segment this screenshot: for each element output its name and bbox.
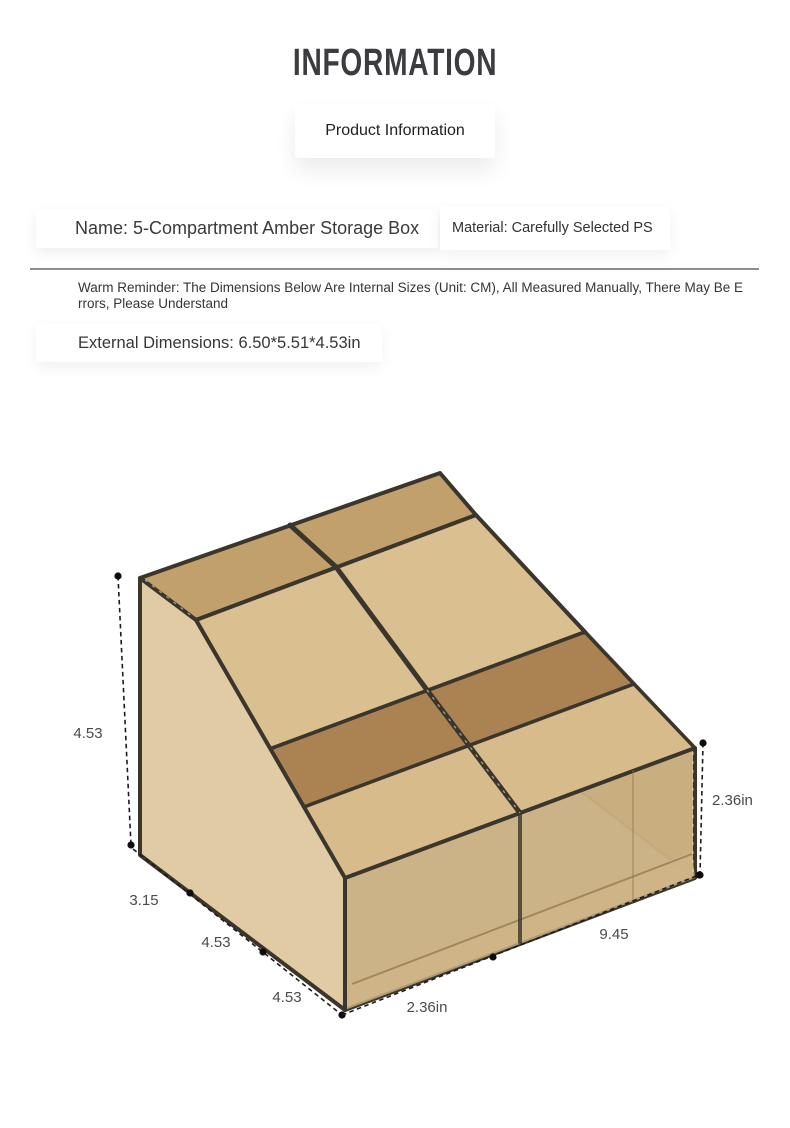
dimension-label-right-height: 2.36in <box>712 792 753 809</box>
dimension-dot <box>259 948 266 955</box>
dimension-dot <box>489 953 496 960</box>
subtitle-text: Product Information <box>325 122 465 139</box>
product-material <box>440 206 670 250</box>
product-name: Name: 5-Compartment Amber Storage Box <box>36 209 438 248</box>
dimension-label-height: 4.53 <box>73 725 103 742</box>
dimension-line-height <box>118 576 131 845</box>
subtitle-card <box>295 104 495 158</box>
dimension-label-bottom-front: 2.36in <box>406 999 448 1016</box>
dimension-dot <box>696 871 703 878</box>
warm-reminder <box>78 280 780 311</box>
warm-reminder-line2: rrors, Please Understand <box>78 295 229 311</box>
dimension-label-bottom-width: 9.45 <box>599 926 629 943</box>
dimension-line-right-height <box>700 743 703 875</box>
product-figure <box>0 430 790 1090</box>
page-title <box>0 42 790 85</box>
dimension-dot <box>699 739 706 746</box>
horizontal-divider <box>30 268 759 270</box>
dimension-label-depth-3: 4.53 <box>272 989 302 1006</box>
dimension-label-depth-2: 4.53 <box>201 934 231 951</box>
dimension-label-depth-1: 3.15 <box>129 892 159 909</box>
dimension-dot <box>186 889 193 896</box>
page-title-text: INFORMATION <box>292 42 498 84</box>
product-material-text: Material: Carefully Selected PS <box>452 220 653 236</box>
external-dimensions: External Dimensions: 6.50*5.51*4.53in <box>36 324 382 362</box>
dimension-dot <box>114 572 121 579</box>
dimension-dot <box>127 841 134 848</box>
warm-reminder-line1: Warm Reminder: The Dimensions Below Are Internal Sizes (Unit: CM), All Measured Manually, There May Be E <box>78 280 743 295</box>
